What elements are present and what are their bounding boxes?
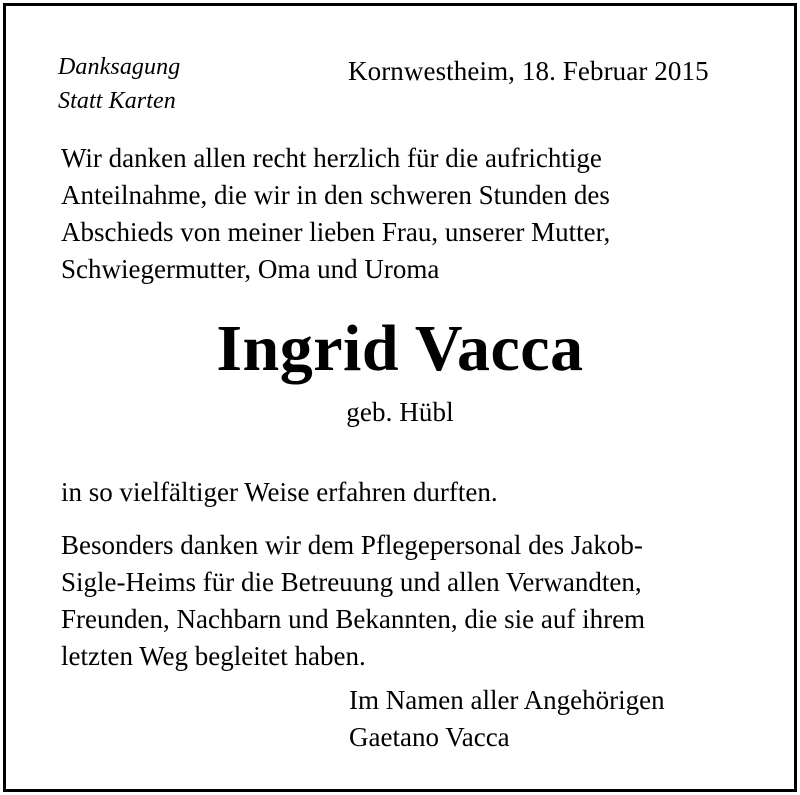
heading-statt-karten: Statt Karten [58,88,176,114]
continuation-line: in so vielfältiger Weise erfahren durften. [61,477,498,507]
heading-danksagung: Danksagung [58,54,181,80]
intro-paragraph [61,140,610,288]
obituary-notice [3,3,797,792]
signatory-name: Gaetano Vacca [349,722,510,752]
thanks-line: letzten Weg begleitet haben. [61,641,366,671]
place-date: Kornwestheim, 18. Februar 2015 [348,56,709,86]
thanks-line: Besonders danken wir dem Pflegepersonal des Jakob- [61,530,643,560]
intro-line: Schwiegermutter, Oma und Uroma [61,254,440,284]
continuation-paragraph [61,474,498,511]
thanks-paragraph [61,527,645,675]
signature-line: Im Namen aller Angehörigen [349,685,665,715]
intro-line: Anteilnahme, die wir in den schweren Stunden des [61,180,610,210]
intro-line: Abschieds von meiner lieben Frau, unserer Mutter, [61,217,611,247]
deceased-name: Ingrid Vacca [216,312,584,385]
signature-block [349,682,665,756]
intro-line: Wir danken allen recht herzlich für die aufrichtige [61,143,602,173]
thanks-line: Freunden, Nachbarn und Bekannten, die sie auf ihrem [61,604,646,634]
thanks-line: Sigle-Heims für die Betreuung und allen Verwandten, [61,567,642,597]
maiden-name: geb. Hübl [346,397,454,427]
